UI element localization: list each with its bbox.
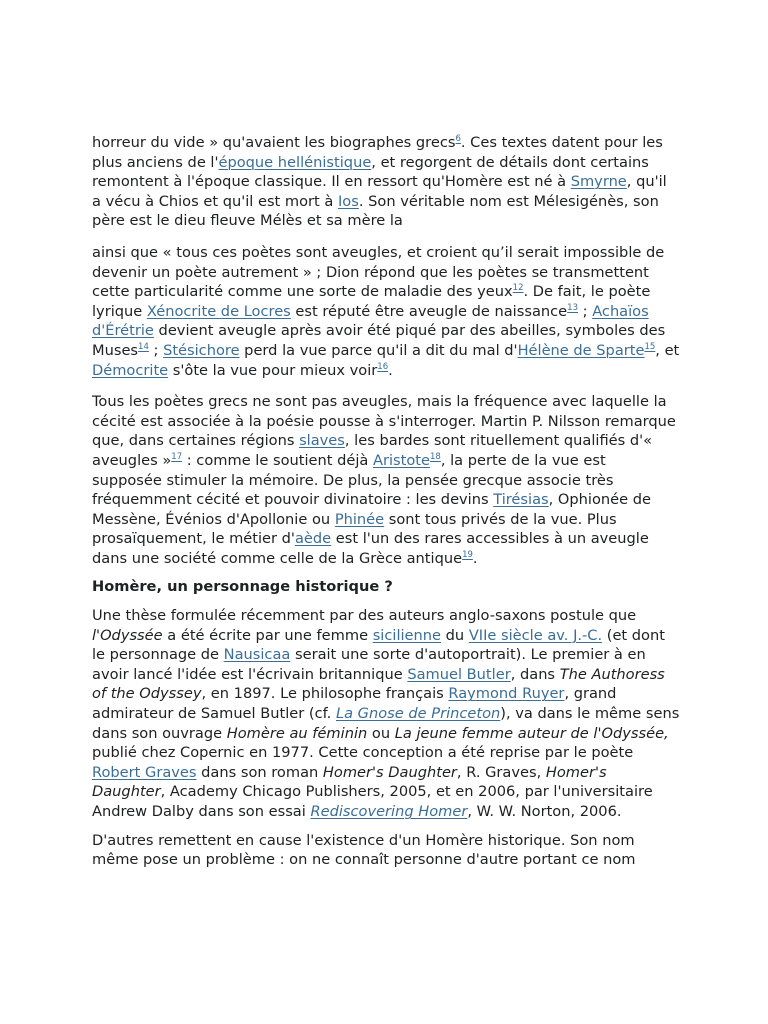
link-xenocrite-de-locres[interactable]: Xénocrite de Locres: [146, 302, 291, 320]
footnote-ref[interactable]: 16: [377, 361, 389, 372]
paragraph-blindness-poetry: Tous les poètes grecs ne sont pas aveugles, mais la fréquence avec laquelle la cécité est associée à la poésie pousse à s'interroger. Martin P. Nilsson remarque que, dans certaines régions slaves, les bardes sont rituellement qualifiés d'« aveugles »$^{17}$ : comme le soutient déjà Aristote$^{18}$, la perte de la vue est supposée stimuler la mémoire. De plus, la pensée grecque associe très fréquemment cécité et pouvoir divinatoire : les devins Tirésias, Ophionée de Messène, Événios d'Apollonie ou Phinée sont tous privés de la vue. Plus prosaïquement, le métier d'aède est l'un des rares accessibles à un aveugle dans une société comme celle de la Grèce antique$^{19}$.: [92, 393, 676, 567]
footnote-ref[interactable]: 12: [512, 283, 524, 294]
link-aede[interactable]: aède: [294, 530, 332, 548]
paragraph-historical-existence: D'autres remettent en cause l'existence d'un Homère historique. Son nom même pose un problème : on ne connaît personne d'autre portant ce nom: [92, 831, 636, 869]
paragraph-blind-poets: ainsi que « tous ces poètes sont aveugles, et croient qu’il serait impossible de devenir un poète autrement » ; Dion répond que les poètes se transmettent cette particularité comme une sorte de maladie des yeux$^{12}$. De fait, le poète lyrique Xénocrite de Locres est réputé être aveugle de naissance$^{13}$ ; Achaïos d'Érétrie devient aveugle après avoir été piqué par des abeilles, symboles des Muses$^{14}$ ; Stésichore perd la vue parce qu'il a dit du mal d'Hélène de Sparte$^{15}$, et Démocrite s'ôte la vue pour mieux voir$^{16}$.: [92, 243, 680, 379]
link-raymond-ruyer[interactable]: Raymond Ruyer: [448, 685, 565, 703]
link-achaios-deretrie[interactable]: Achaïos d'Érétrie: [92, 302, 649, 340]
link-tiresias[interactable]: Tirésias: [493, 491, 549, 509]
footnote-ref[interactable]: 19: [462, 549, 473, 560]
footnote-ref[interactable]: 15: [644, 341, 656, 352]
paragraph-female-author-thesis: Une thèse formulée récemment par des auteurs anglo-saxons postule que l'Odyssée a été écrite par une femme sicilienne du VIIe siècle av. J.-C. (et dont le personnage de Nausicaa serait une sorte d'autoportrait). Le premier à en avoir lancé l'idée est l'écrivain britannique Samuel Butler, dans The Authoress of the Odyssey, en 1897. Le philosophe français Raymond Ruyer, grand admirateur de Samuel Butler (cf. La Gnose de Princeton), va dans le même sens dans son ouvrage Homère au féminin ou La jeune femme auteur de l'Odyssée, publié chez Copernic en 1977. Cette conception a été reprise par le poète Robert Graves dans son roman Homer's Daughter, R. Graves, Homer's Daughter, Academy Chicago Publishers, 2005, et en 2006, par l'universitaire Andrew Dalby dans son essai Rediscovering Homer, W. W. Norton, 2006.: [92, 607, 680, 820]
footnote-ref[interactable]: 18: [430, 451, 441, 462]
footnote-ref[interactable]: 14: [138, 341, 149, 352]
link-smyrne[interactable]: Smyrne: [570, 173, 627, 191]
link-democrite[interactable]: Démocrite: [92, 361, 169, 379]
section-heading: Homère, un personnage historique ?: [92, 578, 393, 596]
link-la-gnose-de-princeton[interactable]: La Gnose de Princeton: [335, 705, 501, 723]
footnote-ref[interactable]: 13: [567, 302, 578, 313]
paragraph-biographies: horreur du vide » qu'avaient les biographes grecs$^6$. Ces textes datent pour les plus anciens de l'époque hellénistique, et regorgent de détails dont certains remontent à l'époque classique. Il en ressort qu'Homère est né à Smyrne, qu'il a vécu à Chios et qu'il est mort à Ios. Son véritable nom est Mélesigénès, son père est le dieu fleuve Mélès et sa mère la: [92, 134, 667, 230]
link-aristote[interactable]: Aristote: [373, 451, 431, 469]
link-nausicaa[interactable]: Nausicaa: [223, 646, 291, 664]
link-helene-de-sparte[interactable]: Hélène de Sparte: [517, 341, 645, 359]
link-ios[interactable]: Ios: [338, 192, 359, 210]
link-robert-graves[interactable]: Robert Graves: [92, 763, 197, 781]
link-slaves[interactable]: slaves: [299, 432, 345, 450]
link-samuel-butler[interactable]: Samuel Butler: [407, 665, 511, 683]
link-stesichore[interactable]: Stésichore: [163, 341, 240, 359]
link-rediscovering-homer[interactable]: Rediscovering Homer: [310, 803, 468, 820]
link-phinee[interactable]: Phinée: [334, 510, 385, 528]
link-sicilienne[interactable]: sicilienne: [372, 626, 442, 644]
footnote-ref[interactable]: 6: [455, 134, 461, 144]
footnote-ref[interactable]: 17: [171, 451, 183, 462]
link-epoque-hellenistique[interactable]: époque hellénistique: [218, 153, 372, 171]
article-body: [92, 133, 680, 879]
link-viie-siecle[interactable]: VIIe siècle av. J.-C.: [468, 626, 603, 644]
